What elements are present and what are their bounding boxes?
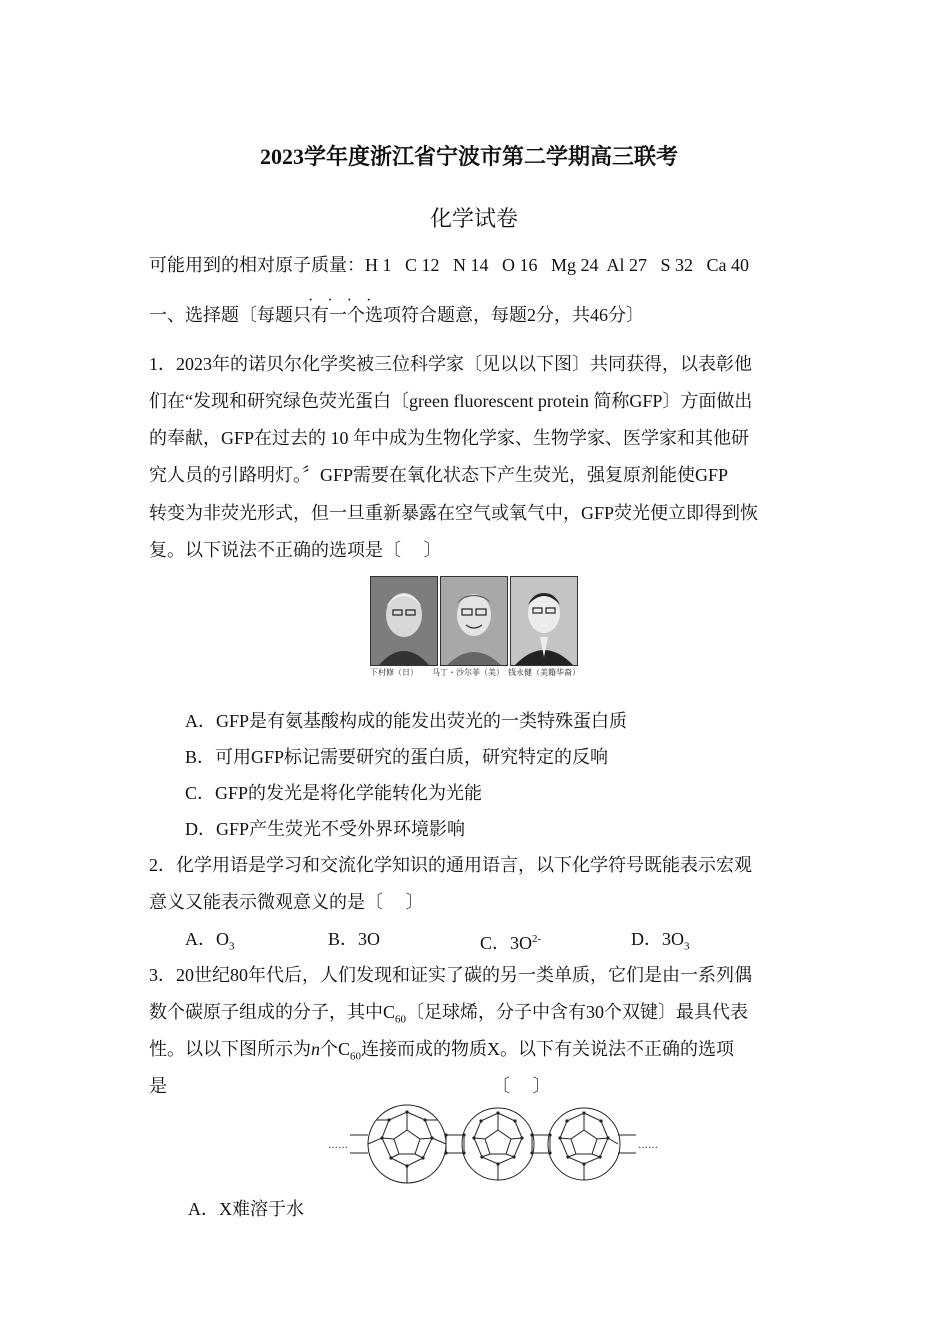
q1-line: 的奉献，GFP在过去的 10 年中成为生物化学家、生物学家、医学家和其他研 [149, 428, 750, 448]
atomic-masses-line: 可能用到的相对原子质量：H 1 C 12 N 14 O 16 Mg 24 Al 27 S 32 Ca 40 [149, 255, 750, 275]
q1-option-b: B．可用GFP标记需要研究的蛋白质，研究特定的反响 [185, 747, 609, 767]
q2-option-b [328, 927, 380, 951]
laureate-caption: 下村修（日） [370, 668, 418, 677]
superscript: 2- [532, 933, 542, 945]
subscript: 60 [350, 1050, 362, 1063]
subscript: 60 [395, 1013, 407, 1026]
q2-option-c [480, 927, 541, 955]
fullerene-atoms [380, 1110, 609, 1167]
laureate-photo-3 [510, 576, 578, 666]
q3-text: 性。以以下图所示为 [149, 1039, 311, 1059]
exam-title: 2023学年度浙江省宁波市第二学期高三联考 [260, 144, 679, 169]
q3-text: 连接而成的物质X。以下有关说法不正确的选项 [361, 1039, 735, 1059]
q2-line: 2．化学用语是学习和交流化学知识的通用语言，以下化学符号既能表示宏观 [149, 855, 752, 875]
section-heading: 一、选择题〔每题只有一个选项符合题意，每题2分，共46分〕 [149, 305, 644, 325]
emphasis-dots: ···· [308, 292, 386, 309]
laureate-caption: 钱永健（美籍华裔） [508, 668, 580, 677]
q2-option-a-label: A．O [185, 929, 229, 949]
variable-n: n [311, 1039, 320, 1059]
q3-line: 是 [149, 1076, 167, 1096]
q1-option-a: A．GFP是有氨基酸构成的能发出荧光的一类特殊蛋白质 [185, 711, 628, 731]
fullerene-ball-2 [462, 1108, 534, 1180]
laureate-photo-2 [440, 576, 508, 666]
q3-text: 〔足球烯，分子中含有30个双键〕最具代表 [406, 1002, 749, 1022]
q2-option-c-label: C．3O [480, 933, 533, 953]
fullerene-ball-3 [548, 1108, 620, 1180]
q3-line: 3．20世纪80年代后，人们发现和证实了碳的另一类单质，它们是由一系列偶 [149, 965, 752, 985]
q3-text: 数个碳原子组成的分子，其中C [149, 1002, 396, 1022]
figure-ellipsis-right: …… [638, 1140, 658, 1151]
q2-line: 意义又能表示微观意义的是〔 〕 [149, 892, 424, 912]
q1-option-d: D．GFP产生荧光不受外界环境影响 [185, 819, 466, 839]
q3-text: 个C [320, 1039, 351, 1059]
q3-line [149, 1000, 748, 1032]
subscript: 3 [229, 940, 235, 953]
q1-line: 转变为非荧光形式，但一旦重新暴露在空气或氧气中，GFP荧光便立即得到恢 [149, 503, 759, 523]
q1-line: 究人员的引路明灯。〞GFP需要在氧化状态下产生荧光，强复原剂能使GFP [149, 465, 729, 485]
laureate-photo-1 [370, 576, 438, 666]
exam-subtitle: 化学试卷 [430, 206, 519, 231]
laureate-caption: 马丁・沙尔菲（美） [432, 668, 504, 677]
fullerene-chain-figure [328, 1100, 668, 1190]
figure-ellipsis-left: …… [328, 1140, 348, 1151]
q2-option-a [185, 927, 235, 959]
q2-option-d [631, 927, 690, 959]
q1-option-c: C．GFP的发光是将化学能转化为光能 [185, 783, 483, 803]
q1-line: 复。以下说法不正确的选项是〔 〕 [149, 540, 442, 560]
q3-line [149, 1037, 734, 1069]
q2-option-d-label: D．3O [631, 929, 684, 949]
q2-option-b-label: B．3O [328, 929, 381, 949]
subscript: 3 [684, 940, 690, 953]
fullerene-ball-1 [368, 1105, 446, 1183]
q3-option-a: A．X难溶于水 [188, 1199, 304, 1219]
q1-line: 1．2023年的诺贝尔化学奖被三位科学家〔见以以下图〕共同获得，以表彰他 [149, 354, 752, 374]
q1-line: 们在“发现和研究绿色荧光蛋白〔green fluorescent protein 简称GFP〕方面做出 [149, 391, 753, 411]
q3-answer-bracket: 〔 〕 [492, 1076, 551, 1096]
nobel-laureates-figure [368, 576, 584, 680]
